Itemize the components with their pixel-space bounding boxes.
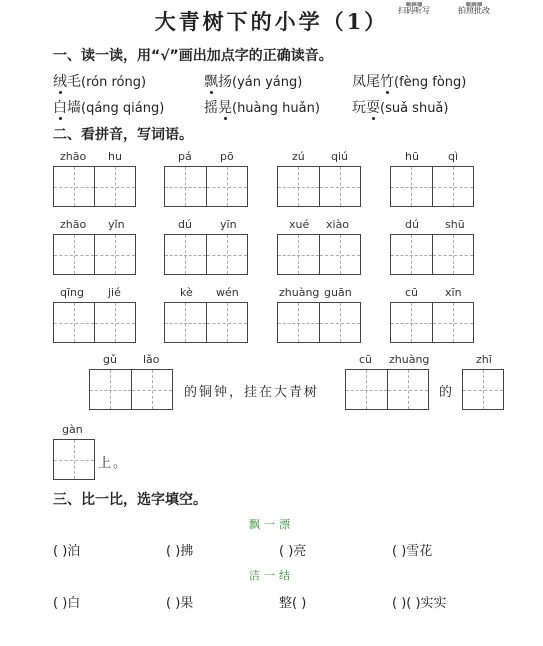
writing-grid[interactable] [164, 166, 248, 207]
fill-blank-item[interactable]: ( )果 [166, 596, 194, 611]
writing-grid[interactable] [89, 369, 173, 410]
pinyin-label: xīn [445, 286, 462, 299]
section3-heading: 三、比一比，选字填空。 [53, 492, 207, 508]
pinyin-label: zhuàng [389, 353, 430, 366]
pinyin-label: shū [445, 218, 465, 231]
fill-blank-item[interactable]: ( )雪花 [392, 544, 433, 559]
pinyin-label: cū [405, 286, 419, 299]
writing-grid[interactable] [164, 234, 248, 275]
photo-correct-label[interactable]: ▦▦▦ 拍照批改 [458, 1, 490, 15]
writing-grid[interactable] [390, 302, 474, 343]
pinyin-label: zú [292, 150, 305, 163]
writing-grid[interactable] [53, 302, 136, 343]
pinyin-label: qīng [60, 286, 84, 299]
section1-heading: 一、读一读，用“√”画出加点字的正确读音。 [53, 48, 333, 64]
pinyin-label: pá [178, 150, 192, 163]
pinyin-label: hu [108, 150, 122, 163]
pinyin-label: yīn [220, 218, 237, 231]
pinyin-label: xué [289, 218, 310, 231]
pronunciation-item: 白墙(qáng qiáng) [53, 100, 165, 116]
char-pair-label: 洁一结 [249, 569, 294, 582]
pinyin-label: qiú [331, 150, 349, 163]
pinyin-label: cū [359, 353, 373, 366]
writing-grid[interactable] [277, 302, 361, 343]
fill-blank-item[interactable]: ( )泊 [53, 544, 81, 559]
writing-grid[interactable] [277, 234, 361, 275]
writing-grid[interactable] [164, 302, 248, 343]
pinyin-label: dú [405, 218, 419, 231]
pinyin-label: jié [108, 286, 121, 299]
pinyin-label: xiào [326, 218, 350, 231]
sentence-text: 的铜钟，挂在大青树 [184, 385, 320, 400]
sentence-text: 的 [439, 385, 455, 400]
fill-blank-item[interactable]: ( )( )实实 [392, 596, 447, 611]
pinyin-label: zhī [476, 353, 492, 366]
pinyin-label: zhuàng [279, 286, 320, 299]
pinyin-label: dú [178, 218, 192, 231]
pronunciation-item: 凤尾竹(fèng fòng) [352, 74, 467, 90]
pinyin-label: guān [324, 286, 352, 299]
scan-dictation-label[interactable]: ▦▦▦ 扫码听写 [398, 1, 430, 15]
pinyin-label: hū [405, 150, 419, 163]
fill-blank-item[interactable]: 整( ) [279, 596, 307, 611]
pinyin-label: wén [216, 286, 239, 299]
pinyin-label: yǐn [108, 218, 125, 231]
pinyin-label: zhāo [60, 150, 87, 163]
pinyin-label: gǔ [103, 353, 117, 366]
pinyin-label: zhāo [60, 218, 87, 231]
section2-heading: 二、看拼音，写词语。 [53, 127, 193, 143]
page-title: 大青树下的小学（1） [154, 9, 389, 34]
writing-grid[interactable] [390, 234, 474, 275]
writing-grid[interactable] [53, 234, 136, 275]
pinyin-label: lǎo [143, 353, 160, 366]
pinyin-label: pō [220, 150, 234, 163]
pronunciation-item: 飘扬(yán yáng) [204, 74, 303, 90]
writing-grid[interactable] [462, 369, 504, 410]
pinyin-label: kè [180, 286, 193, 299]
qr-code-icon: ▦▦▦ [405, 1, 423, 6]
writing-grid[interactable] [390, 166, 474, 207]
sentence-text: 上。 [98, 456, 129, 471]
writing-grid[interactable] [53, 166, 136, 207]
writing-grid[interactable] [345, 369, 429, 410]
fill-blank-item[interactable]: ( )白 [53, 596, 81, 611]
pronunciation-item: 玩耍(suǎ shuǎ) [352, 100, 449, 116]
pronunciation-item: 摇晃(huàng huǎn) [204, 100, 320, 116]
qr-code-icon: ▦▦▦ [465, 1, 483, 6]
fill-blank-item[interactable]: ( )亮 [279, 544, 307, 559]
writing-grid[interactable] [53, 439, 95, 480]
pronunciation-item: 绒毛(rón róng) [53, 74, 147, 90]
fill-blank-item[interactable]: ( )拂 [166, 544, 194, 559]
char-pair-label: 飘一漂 [249, 518, 294, 531]
pinyin-label: qì [448, 150, 459, 163]
writing-grid[interactable] [277, 166, 361, 207]
pinyin-label: gàn [62, 423, 83, 436]
